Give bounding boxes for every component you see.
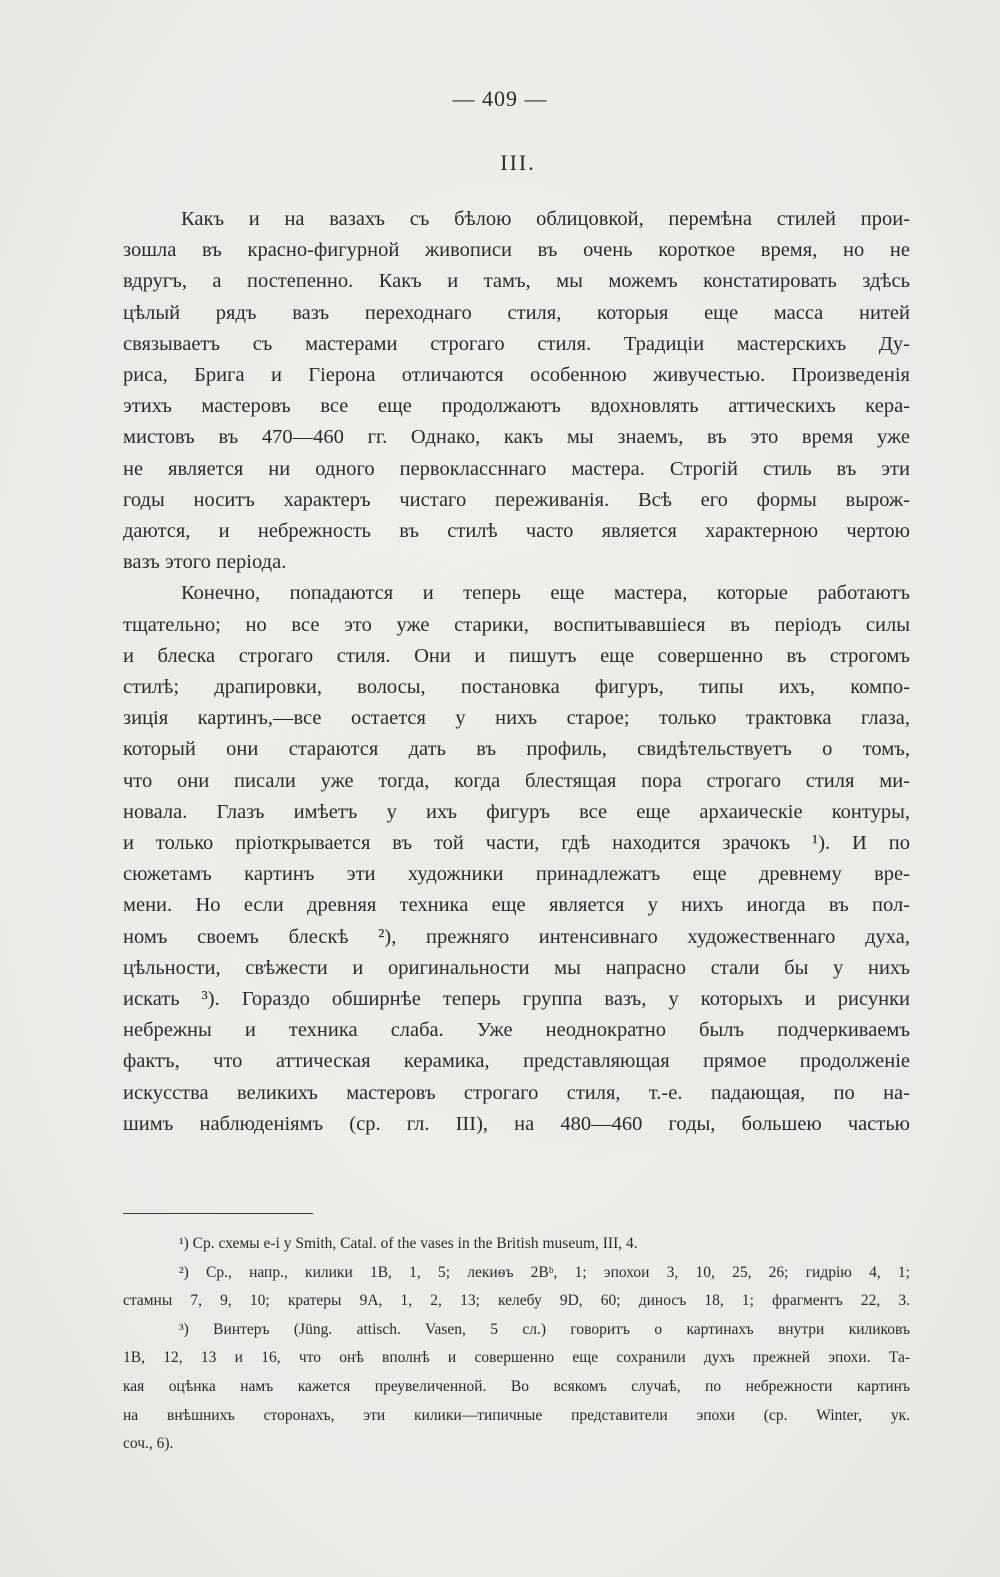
- text-line: риса, Брига и Гіерона отличаются особенною живучестью. Произведенія: [123, 364, 910, 387]
- text-line: не является ни одного первоклассннаго мастера. Строгій стиль въ эти: [123, 457, 910, 480]
- text-line: номъ своемъ блескѣ ²), прежняго интенсивнаго художественнаго духа,: [123, 925, 910, 948]
- footnote-2: ²) Ср., напр., килики 1B, 1, 5; лекиѳъ 2Bᵇ, 1; эпохои 3, 10, 25, 26; гидрію 4, 1;: [179, 1263, 910, 1281]
- paragraph-2: [123, 578, 910, 1140]
- footnote-2-line: стамны 7, 9, 10; кратеры 9A, 1, 2, 13; келебу 9D, 60; диносъ 18, 1; фрагментъ 22, 3.: [123, 1292, 910, 1310]
- footnote-3-line: на внѣшнихъ сторонахъ, эти килики—типичные представители эпохи (ср. Winter, ук.: [123, 1406, 910, 1424]
- text-line: шимъ наблюденіямъ (ср. гл. III), на 480—460 годы, большею частью: [123, 1112, 910, 1135]
- text-line: зошла въ красно-фигурной живописи въ очень короткое время, но не: [123, 239, 910, 262]
- text-line: цѣльности, свѣжести и оригинальности мы напрасно стали бы у нихъ: [123, 956, 910, 979]
- text-line: связываетъ съ мастерами строгаго стиля. Традиціи мастерскихъ Ду-: [123, 332, 910, 355]
- text-line: и только пріоткрывается въ той части, гдѣ находится зрачокъ ¹). И по: [123, 832, 910, 855]
- text-line: небрежны и техника слаба. Уже неоднократно былъ подчеркиваемъ: [123, 1019, 910, 1042]
- text-line: Конечно, попадаются и теперь еще мастера, которые работаютъ: [181, 582, 910, 605]
- footnote-1: ¹) Ср. схемы e-i у Smith, Catal. of the vases in the British museum, III, 4.: [179, 1235, 638, 1252]
- text-line: искать ³). Гораздо обширнѣе теперь группа вазъ, у которыхъ и рисунки: [123, 988, 910, 1011]
- text-line: тщательно; но все это уже старики, воспитывавшіеся въ періодъ силы: [123, 613, 910, 636]
- footnotes: [123, 1230, 910, 1459]
- text-line: зиція картинъ,—все остается у нихъ старое; только трактовка глаза,: [123, 707, 910, 730]
- text-line: искусства великихъ мастеровъ строгаго стиля, т.-е. падающая, по на-: [123, 1081, 910, 1104]
- section-heading: III.: [500, 150, 536, 175]
- footnote-3: ³) Винтеръ (Jüng. attisch. Vasen, 5 сл.) говоритъ о картинахъ внутри киликовъ: [179, 1320, 910, 1338]
- text-line: вазъ этого періода.: [123, 551, 287, 574]
- text-line: Какъ и на вазахъ съ бѣлою облицовкой, перемѣна стилей прои-: [181, 208, 910, 230]
- main-text: [123, 204, 910, 1140]
- footnote-3-line: соч., 6).: [123, 1435, 174, 1453]
- text-line: этихъ мастеровъ все еще продолжаютъ вдохновлять аттическихъ кера-: [123, 395, 910, 418]
- page-number: — 409 —: [452, 86, 548, 111]
- text-line: вдругъ, а постепенно. Какъ и тамъ, мы можемъ констатировать здѣсь: [123, 270, 910, 293]
- text-line: фактъ, что аттическая керамика, представляющая прямое продолженіе: [123, 1050, 910, 1073]
- footnote-3-line: 1B, 12, 13 и 16, что онѣ вполнѣ и совершенно еще сохранили духъ прежней эпохи. Та-: [123, 1349, 910, 1367]
- text-line: сюжетамъ картинъ эти художники принадлежатъ еще древнему вре-: [123, 863, 910, 886]
- text-line: мени. Но если древняя техника еще является у нихъ иногда въ пол-: [123, 894, 910, 917]
- text-line: годы носитъ характеръ чистаго переживанія. Всѣ его формы вырож-: [123, 488, 910, 511]
- text-line: даются, и небрежность въ стилѣ часто является характерною чертою: [123, 520, 910, 543]
- text-line: мистовъ въ 470—460 гг. Однако, какъ мы знаемъ, въ это время уже: [123, 426, 910, 449]
- text-line: стилѣ; драпировки, волосы, постановка фигуръ, типы ихъ, компо-: [123, 676, 910, 699]
- text-line: цѣлый рядъ вазъ переходнаго стиля, которыя еще масса нитей: [123, 301, 910, 324]
- text-line: и блеска строгаго стиля. Они и пишутъ еще совершенно въ строгомъ: [123, 644, 910, 667]
- footnote-3-line: кая оцѣнка намъ кажется преувеличенной. Во всякомъ случаѣ, по небрежности картинъ: [123, 1377, 910, 1395]
- text-line: новала. Глазъ имѣетъ у ихъ фигуръ все еще архаическіе контуры,: [123, 800, 910, 823]
- paragraph-1: [123, 204, 910, 578]
- text-line: который они стараются дать въ профиль, свидѣтельствуетъ о томъ,: [123, 738, 910, 761]
- text-line: что они писали уже тогда, когда блестящая пора строгаго стиля ми-: [123, 769, 910, 792]
- footnote-divider: [123, 1213, 313, 1214]
